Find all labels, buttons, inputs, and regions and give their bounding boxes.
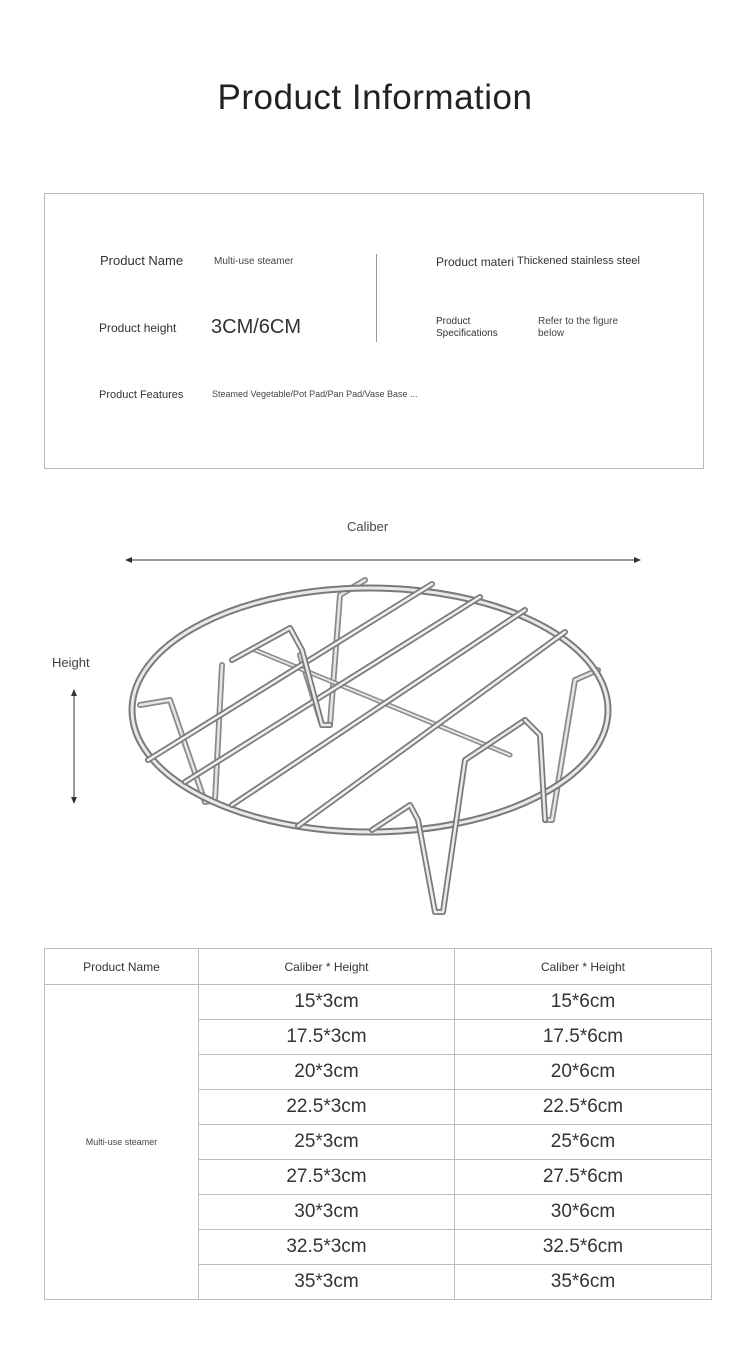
table-row	[45, 985, 712, 1020]
product-name-cell: Multi-use steamer	[45, 985, 199, 1300]
size-3cm-cell: 15*3cm	[199, 985, 455, 1020]
product-info-panel	[44, 193, 704, 469]
caliber-label: Caliber	[347, 519, 389, 534]
size-6cm-cell: 27.5*6cm	[455, 1160, 712, 1195]
size-3cm-cell: 32.5*3cm	[199, 1230, 455, 1265]
product-height-value: 3CM/6CM	[211, 316, 302, 338]
size-3cm-cell: 35*3cm	[199, 1265, 455, 1300]
size-6cm-cell: 30*6cm	[455, 1195, 712, 1230]
size-3cm-cell: 25*3cm	[199, 1125, 455, 1160]
header-caliber-height-3cm: Caliber * Height	[199, 949, 455, 985]
product-specifications-value: Refer to the figure below	[538, 316, 619, 339]
size-3cm-cell: 27.5*3cm	[199, 1160, 455, 1195]
wire-rack-icon	[132, 580, 608, 912]
size-3cm-cell: 22.5*3cm	[199, 1090, 455, 1125]
product-material-value: Thickened stainless steel	[517, 255, 640, 267]
product-features-label: Product Features	[99, 389, 184, 401]
height-label: Height	[52, 655, 90, 670]
product-specifications-label: Product Specifications	[436, 316, 498, 339]
size-3cm-cell: 30*3cm	[199, 1195, 455, 1230]
table-header-row	[45, 949, 712, 985]
size-3cm-cell: 17.5*3cm	[199, 1020, 455, 1055]
product-name-label: Product Name	[100, 253, 184, 268]
size-6cm-cell: 35*6cm	[455, 1265, 712, 1300]
specifications-table	[44, 948, 712, 1300]
size-3cm-cell: 20*3cm	[199, 1055, 455, 1090]
page-title: Product Information	[217, 78, 533, 117]
size-6cm-cell: 32.5*6cm	[455, 1230, 712, 1265]
product-features-value: Steamed Vegetable/Pot Pad/Pan Pad/Vase Base ...	[212, 389, 418, 399]
info-divider	[376, 254, 377, 342]
size-6cm-cell: 20*6cm	[455, 1055, 712, 1090]
size-6cm-cell: 25*6cm	[455, 1125, 712, 1160]
steamer-rack-illustration	[0, 500, 750, 940]
header-caliber-height-6cm: Caliber * Height	[455, 949, 712, 985]
size-6cm-cell: 17.5*6cm	[455, 1020, 712, 1055]
size-6cm-cell: 22.5*6cm	[455, 1090, 712, 1125]
product-name-value: Multi-use steamer	[214, 256, 294, 267]
product-height-label: Product height	[99, 321, 177, 335]
size-6cm-cell: 15*6cm	[455, 985, 712, 1020]
product-figure	[0, 500, 750, 940]
header-product-name: Product Name	[45, 949, 199, 985]
product-material-label: Product materi	[436, 255, 515, 269]
